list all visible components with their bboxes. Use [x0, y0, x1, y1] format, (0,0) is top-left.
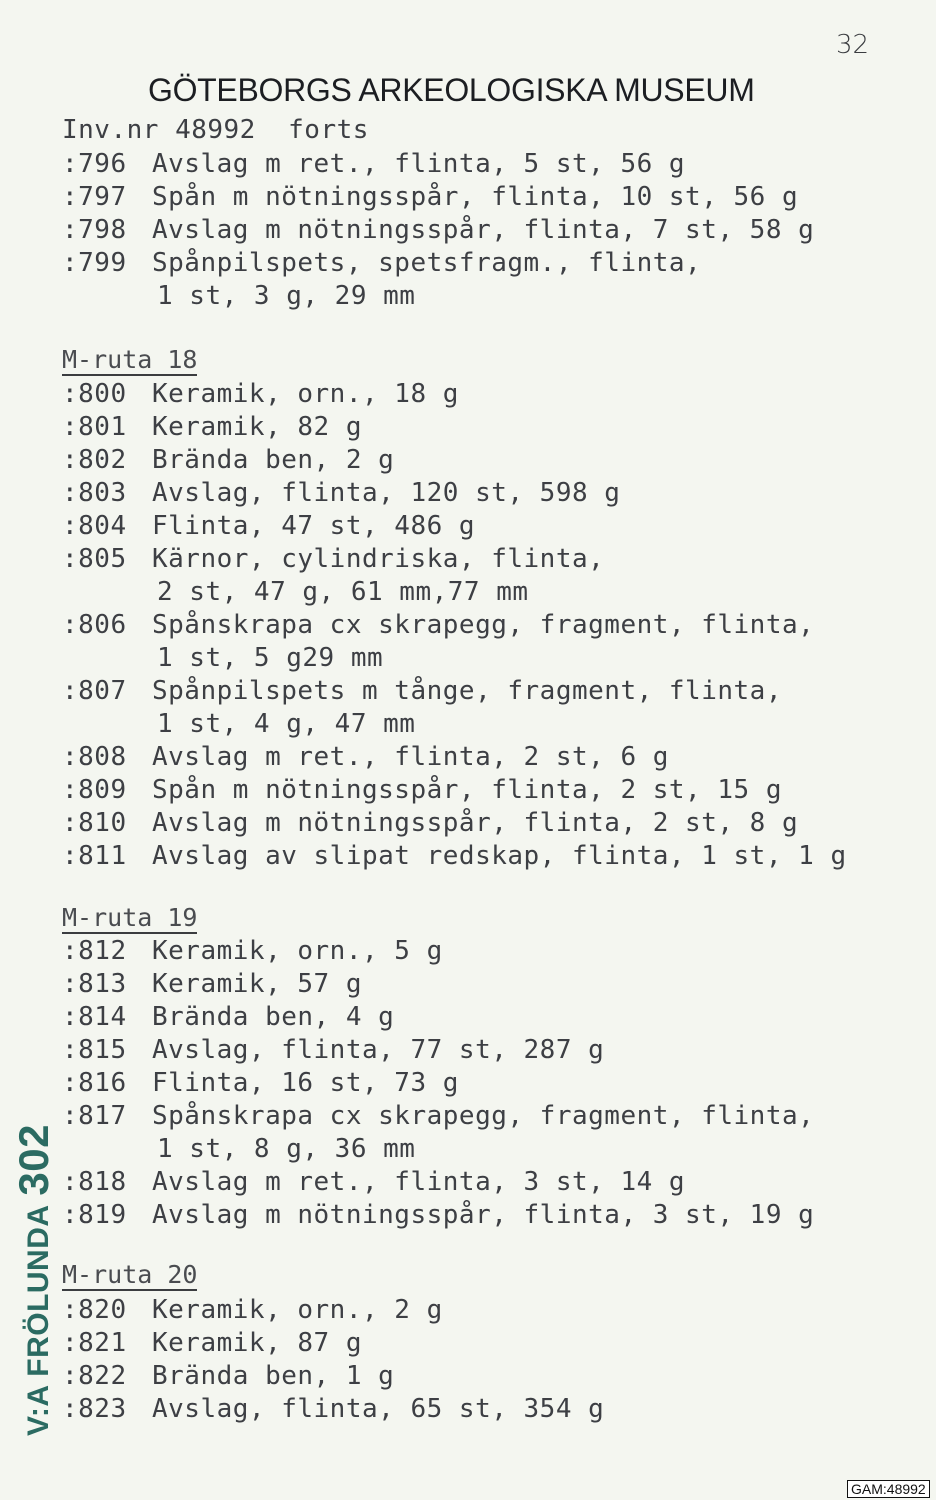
- reference-tag: GAM:48992: [847, 1480, 930, 1498]
- list-item: :797 Spån m nötningsspår, flinta, 10 st, 56 g: [62, 182, 799, 212]
- list-item-continuation: 2 st, 47 g, 61 mm,77 mm: [157, 577, 529, 607]
- list-item: :821 Keramik, 87 g: [62, 1328, 362, 1358]
- list-item: :803 Avslag, flinta, 120 st, 598 g: [62, 478, 621, 508]
- list-item: :819 Avslag m nötningsspår, flinta, 3 st, 19 g: [62, 1200, 815, 1230]
- list-item-continuation: 1 st, 4 g, 47 mm: [157, 709, 416, 739]
- list-item-continuation: 1 st, 5 g29 mm: [157, 643, 384, 673]
- list-item: :822 Brända ben, 1 g: [62, 1361, 395, 1391]
- section-heading-20: M-ruta 20: [62, 1260, 198, 1289]
- page-number: 32: [836, 30, 870, 60]
- list-item: :814 Brända ben, 4 g: [62, 1002, 395, 1032]
- list-item: :801 Keramik, 82 g: [62, 412, 362, 442]
- list-item: :796 Avslag m ret., flinta, 5 st, 56 g: [62, 149, 686, 179]
- list-item: :820 Keramik, orn., 2 g: [62, 1295, 443, 1325]
- list-item: :817 Spånskrapa cx skrapegg, fragment, flinta,: [62, 1101, 815, 1131]
- list-item-continuation: 1 st, 8 g, 36 mm: [157, 1134, 416, 1164]
- museum-header: GÖTEBORGS ARKEOLOGISKA MUSEUM: [148, 72, 755, 108]
- list-item: :818 Avslag m ret., flinta, 3 st, 14 g: [62, 1167, 686, 1197]
- list-item: :816 Flinta, 16 st, 73 g: [62, 1068, 459, 1098]
- list-item: :823 Avslag, flinta, 65 st, 354 g: [62, 1394, 605, 1424]
- side-stamp-text: V:A FRÖLUNDA 302: [10, 1124, 57, 1436]
- list-item: :799 Spånpilspets, spetsfragm., flinta,: [62, 248, 702, 278]
- list-item: :809 Spån m nötningsspår, flinta, 2 st, 15 g: [62, 775, 782, 805]
- list-item: :802 Brända ben, 2 g: [62, 445, 395, 475]
- list-item: :806 Spånskrapa cx skrapegg, fragment, flinta,: [62, 610, 815, 640]
- list-item: :804 Flinta, 47 st, 486 g: [62, 511, 476, 541]
- list-item: :807 Spånpilspets m tånge, fragment, flinta,: [62, 676, 782, 706]
- list-item: :813 Keramik, 57 g: [62, 969, 362, 999]
- side-stamp: [0, 1080, 60, 1480]
- list-item: :815 Avslag, flinta, 77 st, 287 g: [62, 1035, 605, 1065]
- list-item-continuation: 1 st, 3 g, 29 mm: [157, 281, 416, 311]
- list-item: :811 Avslag av slipat redskap, flinta, 1 st, 1 g: [62, 841, 847, 871]
- section-heading-19: M-ruta 19: [62, 903, 198, 932]
- list-item: :810 Avslag m nötningsspår, flinta, 2 st, 8 g: [62, 808, 799, 838]
- list-item: :808 Avslag m ret., flinta, 2 st, 6 g: [62, 742, 669, 772]
- list-item: :805 Kärnor, cylindriska, flinta,: [62, 544, 605, 574]
- list-item: :798 Avslag m nötningsspår, flinta, 7 st, 58 g: [62, 215, 815, 245]
- list-item: :800 Keramik, orn., 18 g: [62, 379, 459, 409]
- list-item: :812 Keramik, orn., 5 g: [62, 936, 443, 966]
- section-heading-18: M-ruta 18: [62, 345, 198, 374]
- inventory-line: Inv.nr 48992 forts: [62, 115, 369, 145]
